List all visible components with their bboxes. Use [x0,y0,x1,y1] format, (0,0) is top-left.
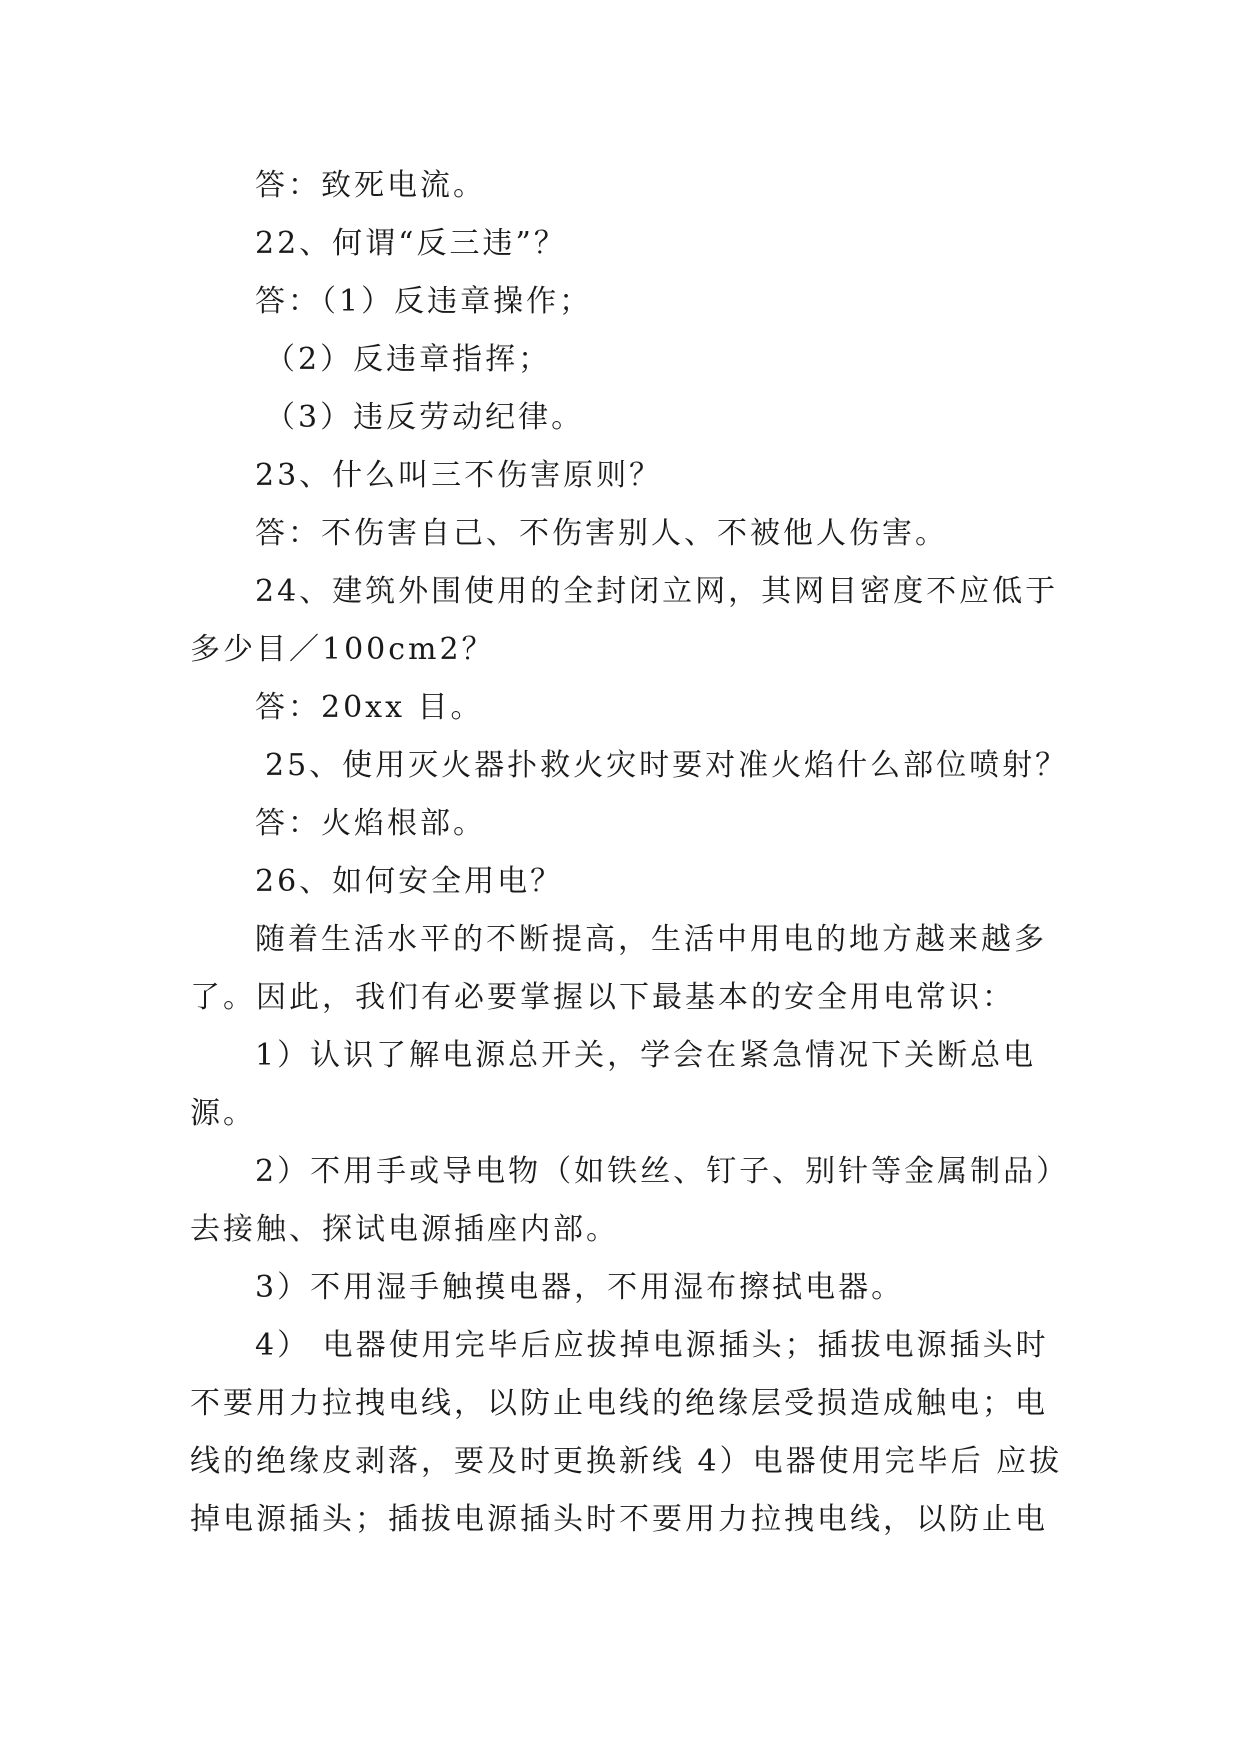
question-26: 26、如何安全用电？ [255,864,564,899]
tip-1-line-2: 源。 [190,1096,256,1131]
answer-22-item-3: （3）违反劳动纪律。 [265,400,585,435]
tip-2-line-2: 去接触、探试电源插座内部。 [190,1212,619,1247]
paragraph-intro-line-2: 了。因此，我们有必要掌握以下最基本的安全用电常识： [190,980,1015,1015]
tip-1-line-1: 1）认识了解电源总开关，学会在紧急情况下关断总电 [255,1038,1037,1073]
paragraph-intro-line-1: 随着生活水平的不断提高，生活中用电的地方越来越多 [255,922,1047,957]
answer-24: 答：20xx 目。 [255,690,484,725]
question-22: 22、何谓“反三违”？ [255,226,567,261]
answer-23: 答：不伤害自己、不伤害别人、不被他人伤害。 [255,516,948,551]
question-25: 25、使用灭火器扑救火灾时要对准火焰什么部位喷射？ [265,748,1069,783]
tip-2-line-1: 2）不用手或导电物（如铁丝、钉子、别针等金属制品） [255,1154,1070,1189]
tip-4-line-4: 掉电源插头；插拔电源插头时不要用力拉拽电线，以防止电 [190,1502,1048,1537]
question-23: 23、什么叫三不伤害原则？ [255,458,663,493]
tip-4-line-2: 不要用力拉拽电线，以防止电线的绝缘层受损造成触电；电 [190,1386,1048,1421]
question-24-line-1: 24、建筑外围使用的全封闭立网，其网目密度不应低于 [255,574,1059,609]
tip-4-line-3: 线的绝缘皮剥落，要及时更换新线 4）电器使用完毕后 应拔 [190,1444,1063,1479]
question-24-line-2: 多少目／100cm2？ [190,632,495,667]
answer-22-item-2: （2）反违章指挥； [265,342,552,377]
answer-21: 答：致死电流。 [255,168,486,203]
tip-3: 3）不用湿手触摸电器，不用湿布擦拭电器。 [255,1270,905,1305]
answer-22-item-1: 答：（1）反违章操作； [255,284,593,319]
answer-25: 答：火焰根部。 [255,806,486,841]
tip-4-line-1: 4） 电器使用完毕后应拔掉电源插头；插拔电源插头时 [255,1328,1049,1363]
